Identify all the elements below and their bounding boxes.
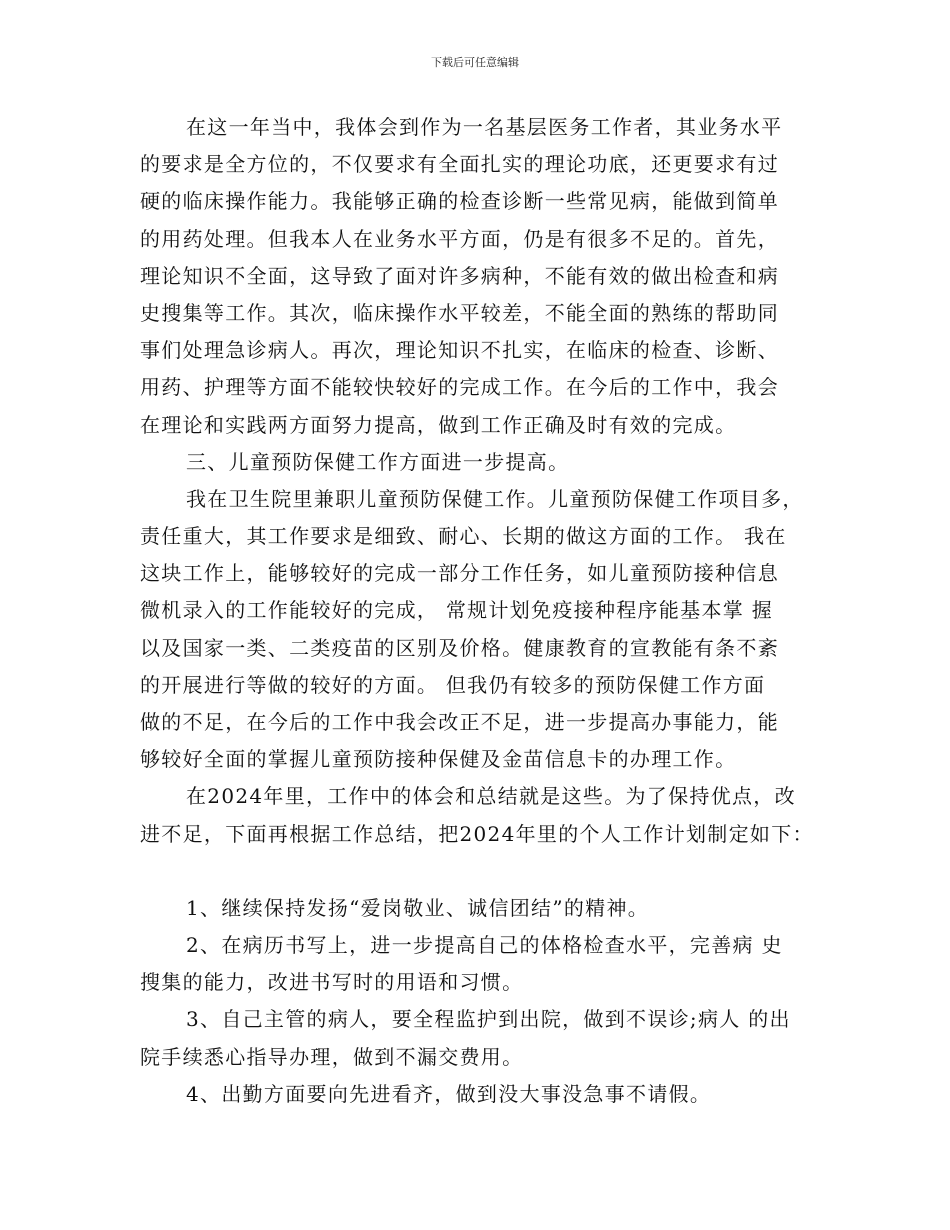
section-heading: 三、儿童预防保健工作方面进一步提高。: [186, 449, 570, 474]
paragraph-line: 在理论和实践两方面努力提高，做到工作正确及时有效的完成。: [140, 412, 737, 437]
paragraph-line: 的用药处理。但我本人在业务水平方面，仍是有很多不足的。首先，: [140, 226, 779, 251]
paragraph-line: 做的不足，在今后的工作中我会改正不足，进一步提高办事能力，能: [140, 710, 779, 734]
plan-item-3: 3、自己主管的病人，要全程监护到出院，做到不误诊;病人 的出: [186, 1007, 791, 1032]
plan-item-1: 1、继续保持发扬“爱岗敬业、诚信团结”的精神。: [186, 895, 650, 920]
paragraph-line: 这块工作上，能够较好的完成一部分工作任务，如儿童预防接种信息: [140, 561, 779, 586]
paragraph-line: 够较好全面的掌握儿童预防接种保健及金苗信息卡的办理工作。: [140, 747, 737, 772]
plan-item-2-continued: 搜集的能力，改进书写时的用语和习惯。: [140, 970, 524, 995]
document-body: [140, 109, 812, 1113]
paragraph-line: 在这一年当中，我体会到作为一名基层医务工作者，其业务水平: [186, 115, 783, 139]
paragraph-line: 硬的临床操作能力。我能够正确的检查诊断一些常见病，能做到简单: [140, 189, 779, 214]
paragraph-line: 史搜集等工作。其次，临床操作水平较差，不能全面的熟练的帮助同: [140, 300, 779, 325]
paragraph-line: 以及国家一类、二类疫苗的区别及价格。健康教育的宣教能有条不紊: [140, 635, 779, 660]
paragraph-line: 我在卫生院里兼职儿童预防保健工作。儿童预防保健工作项目多，: [186, 486, 804, 511]
paragraph-line: 在2024年里，工作中的体会和总结就是这些。为了保持优点，改: [186, 784, 796, 809]
plan-item-3-continued: 院手续悉心指导办理，做到不漏交费用。: [140, 1044, 524, 1069]
paragraph-gap: [140, 853, 812, 890]
paragraph-line: 微机录入的工作能较好的完成， 常规计划免疫接种程序能基本掌 握: [140, 598, 774, 623]
paragraph-line: 的开展进行等做的较好的方面。 但我仍有较多的预防保健工作方面: [140, 672, 766, 697]
paragraph-line: 理论知识不全面，这导致了面对许多病种，不能有效的做出检查和病: [140, 263, 779, 288]
paragraph-line: 用药、护理等方面不能较快较好的完成工作。在今后的工作中，我会: [140, 375, 779, 400]
paragraph-line: 责任重大，其工作要求是细致、耐心、长期的做这方面的工作。 我在: [140, 524, 787, 549]
paragraph-line: 的要求是全方位的，不仅要求有全面扎实的理论功底，还更要求有过: [140, 152, 779, 177]
plan-item-2: 2、在病历书写上，进一步提高自己的体格检查水平，完善病 史: [186, 932, 783, 957]
paragraph-line: 事们处理急诊病人。再次，理论知识不扎实，在临床的检查、诊断、: [140, 338, 779, 363]
page-header-note: 下载后可任意编辑: [431, 56, 519, 69]
plan-item-4: 4、出勤方面要向先进看齐，做到没大事没急事不请假。: [186, 1081, 712, 1106]
paragraph-line: 进不足，下面再根据工作总结，把2024年里的个人工作计划制定如下：: [140, 821, 814, 846]
